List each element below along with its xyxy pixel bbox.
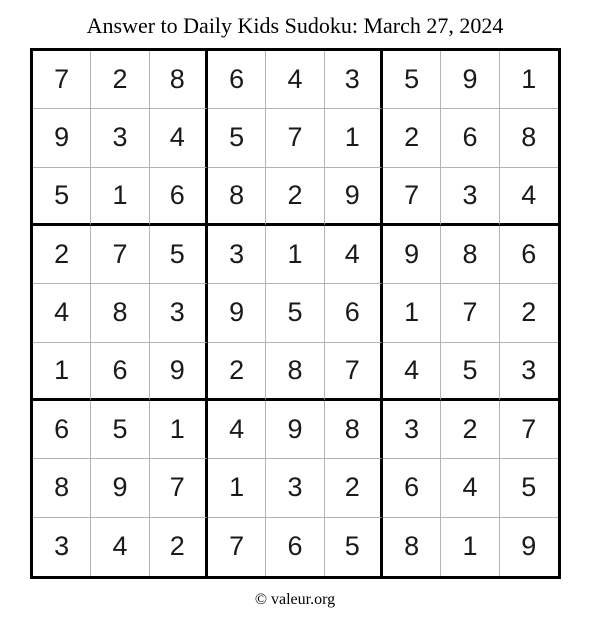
sudoku-cell: 1 [33, 343, 91, 401]
sudoku-cell: 5 [383, 51, 441, 109]
sudoku-cell: 8 [325, 401, 383, 459]
sudoku-cell: 3 [150, 284, 208, 342]
sudoku-cell: 7 [500, 401, 558, 459]
sudoku-cell: 5 [266, 284, 324, 342]
sudoku-cell: 3 [325, 51, 383, 109]
sudoku-cell: 4 [325, 226, 383, 284]
sudoku-cell: 7 [150, 459, 208, 517]
sudoku-cell: 2 [383, 109, 441, 167]
sudoku-cell: 4 [383, 343, 441, 401]
sudoku-cell: 2 [150, 518, 208, 576]
sudoku-cell: 8 [91, 284, 149, 342]
sudoku-cell: 6 [91, 343, 149, 401]
sudoku-cell: 5 [208, 109, 266, 167]
sudoku-cell: 3 [500, 343, 558, 401]
sudoku-cell: 9 [91, 459, 149, 517]
sudoku-cell: 4 [150, 109, 208, 167]
sudoku-cell: 8 [500, 109, 558, 167]
sudoku-cell: 7 [208, 518, 266, 576]
sudoku-cell: 1 [383, 284, 441, 342]
puzzle-title: Answer to Daily Kids Sudoku: March 27, 2024 [86, 13, 504, 38]
sudoku-cell: 8 [441, 226, 499, 284]
sudoku-cell: 4 [33, 284, 91, 342]
sudoku-cell: 2 [500, 284, 558, 342]
sudoku-cell: 2 [266, 168, 324, 226]
sudoku-cell: 6 [441, 109, 499, 167]
sudoku-cell: 9 [33, 109, 91, 167]
sudoku-cell: 9 [521, 531, 537, 562]
sudoku-cell: 4 [441, 459, 499, 517]
sudoku-cell: 4 [208, 401, 266, 459]
sudoku-cell: 3 [266, 459, 324, 517]
sudoku-cell: 6 [500, 226, 558, 284]
sudoku-cell: 6 [150, 168, 208, 226]
sudoku-cell: 2 [325, 459, 383, 517]
sudoku-cell: 3 [33, 518, 91, 576]
sudoku-cell: 7 [441, 284, 499, 342]
sudoku-cell: 3 [383, 401, 441, 459]
sudoku-cell: 5 [441, 343, 499, 401]
sudoku-cell: 7 [33, 51, 91, 109]
sudoku-cell: 5 [500, 459, 558, 517]
sudoku-cell: 6 [208, 51, 266, 109]
sudoku-cell: 4 [500, 168, 558, 226]
sudoku-cell: 1 [441, 518, 499, 576]
sudoku-cell: 9 [266, 401, 324, 459]
sudoku-cell: 3 [91, 109, 149, 167]
sudoku-cell: 9 [150, 343, 208, 401]
sudoku-cell: 2 [441, 401, 499, 459]
sudoku-cell: 5 [325, 518, 383, 576]
sudoku-cell: 7 [266, 109, 324, 167]
sudoku-cell: 7 [383, 168, 441, 226]
sudoku-cell: 1 [500, 51, 558, 109]
sudoku-cell: 3 [208, 226, 266, 284]
sudoku-cell: 1 [266, 226, 324, 284]
sudoku-cell: 9 [441, 51, 499, 109]
sudoku-cell: 9 [208, 284, 266, 342]
sudoku-cell: 2 [33, 226, 91, 284]
sudoku-cell: 3 [441, 168, 499, 226]
copyright-footer: © valeur.org [254, 591, 336, 608]
sudoku-cell: 1 [325, 109, 383, 167]
sudoku-cell: 6 [266, 518, 324, 576]
sudoku-cell: 8 [150, 51, 208, 109]
sudoku-cell: 8 [383, 518, 441, 576]
sudoku-cell: 6 [325, 284, 383, 342]
sudoku-cell: 1 [150, 401, 208, 459]
sudoku-cell: 8 [266, 343, 324, 401]
sudoku-cell: 9 [325, 168, 383, 226]
sudoku-cell: 8 [208, 168, 266, 226]
sudoku-cell: 1 [208, 459, 266, 517]
sudoku-cell: 2 [91, 51, 149, 109]
sudoku-cell: 7 [325, 343, 383, 401]
sudoku-cell: 4 [91, 518, 149, 576]
sudoku-board [30, 48, 561, 579]
sudoku-cell: 1 [91, 168, 149, 226]
sudoku-cell: 7 [91, 226, 149, 284]
sudoku-cell: 9 [383, 226, 441, 284]
sudoku-cell: 4 [266, 51, 324, 109]
sudoku-cell: 6 [33, 401, 91, 459]
sudoku-cell: 6 [383, 459, 441, 517]
sudoku-cell: 5 [150, 226, 208, 284]
sudoku-cell: 8 [33, 459, 91, 517]
sudoku-cell: 5 [33, 168, 91, 226]
sudoku-cell: 2 [208, 343, 266, 401]
sudoku-cell: 5 [91, 401, 149, 459]
